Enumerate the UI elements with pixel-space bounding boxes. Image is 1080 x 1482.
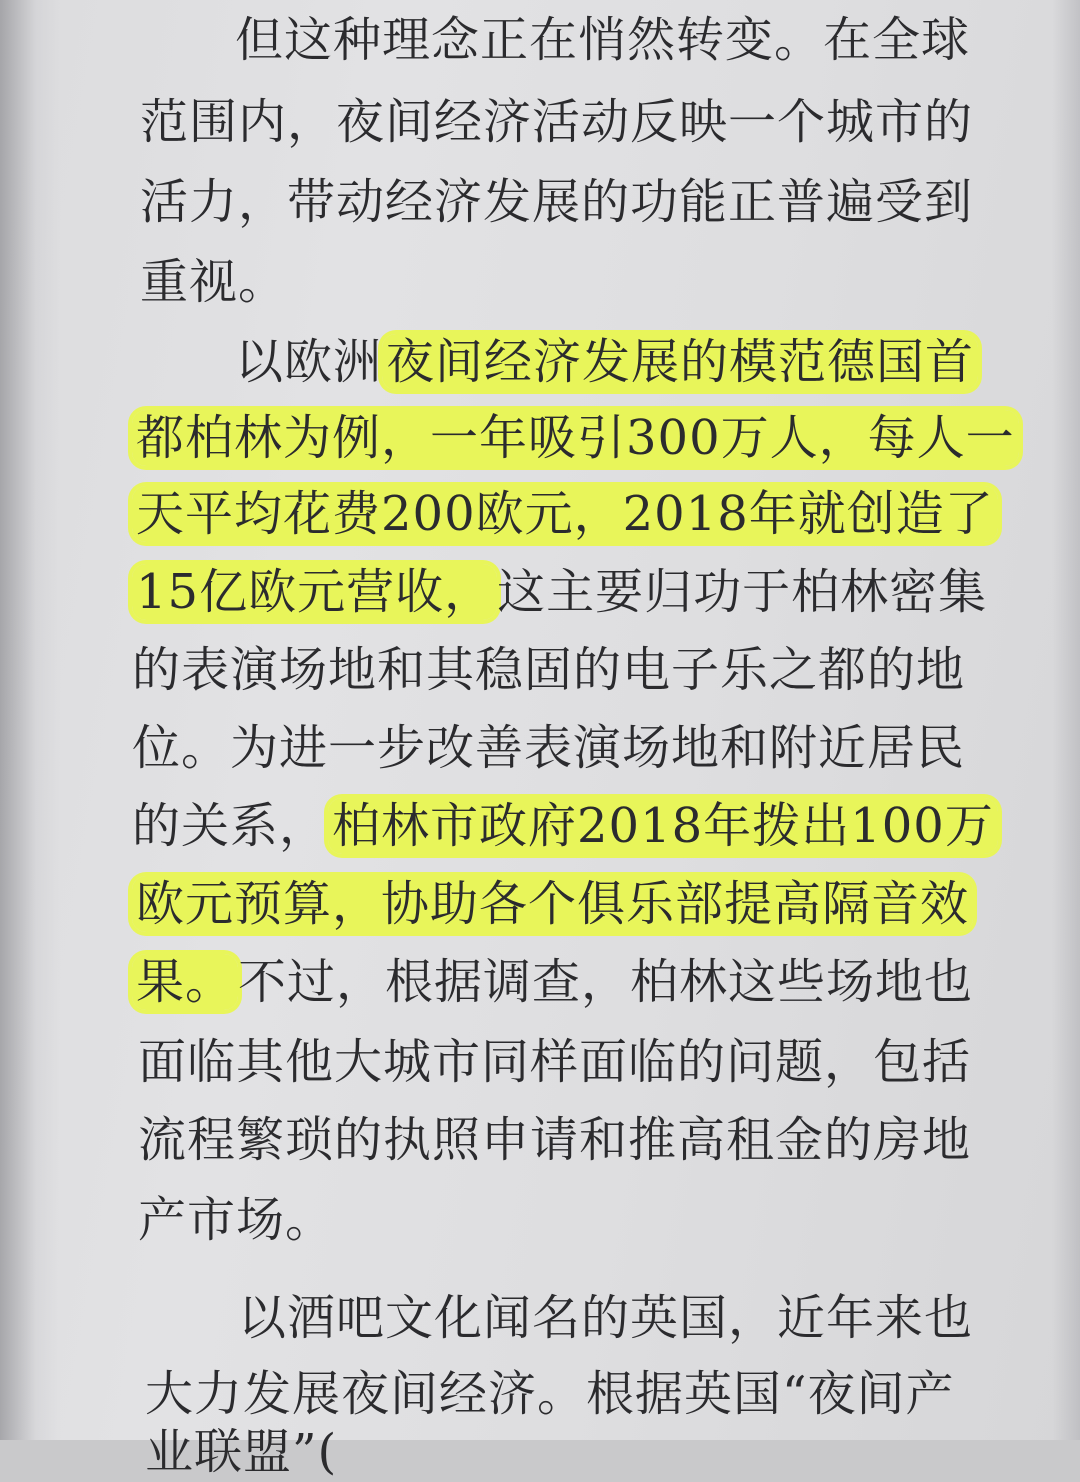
text-line bbox=[235, 332, 978, 392]
text-segment: 范围内，夜间经济活动反映一个城市的 bbox=[140, 94, 974, 150]
highlighted-text: 天平均花费200欧元，2018年就创造了 bbox=[132, 486, 998, 542]
text-segment: 的关系， bbox=[132, 798, 329, 854]
highlighted-text: 果。 bbox=[132, 954, 238, 1010]
highlighted-text: 夜间经济发展的模范德国首 bbox=[382, 334, 978, 390]
text-segment: 这主要归功于柏林密集 bbox=[497, 564, 988, 620]
text-line bbox=[132, 562, 987, 622]
text-line bbox=[132, 952, 973, 1012]
text-segment: 但这种理念正在悄然转变。在全球 bbox=[235, 12, 971, 68]
text-segment: 不过，根据调查，柏林这些场地也 bbox=[238, 954, 974, 1010]
highlighted-text: 都柏林为例，一年吸引300万人，每人一 bbox=[132, 410, 1019, 466]
text-segment: 以酒吧文化闻名的英国，近年来也 bbox=[238, 1290, 974, 1346]
text-segment: 活力，带动经济发展的功能正普遍受到 bbox=[140, 174, 974, 230]
text-line bbox=[238, 1288, 973, 1348]
text-line bbox=[145, 1364, 955, 1424]
text-line bbox=[138, 1110, 971, 1170]
highlighted-text: 15亿欧元营收， bbox=[132, 564, 497, 620]
text-segment: 大力发展夜间经济。根据英国“夜间产 bbox=[145, 1366, 955, 1422]
text-line bbox=[132, 796, 998, 856]
text-segment: 位。为进一步改善表演场地和附近居民 bbox=[132, 720, 966, 776]
text-line bbox=[138, 1032, 971, 1092]
text-line bbox=[140, 252, 287, 312]
text-segment: 业联盟”( bbox=[145, 1424, 338, 1480]
text-line bbox=[132, 408, 1019, 468]
text-line bbox=[132, 640, 965, 700]
text-segment: 重视。 bbox=[140, 254, 288, 310]
text-line bbox=[140, 172, 973, 232]
text-segment: 流程繁琐的执照申请和推高租金的房地 bbox=[138, 1112, 972, 1168]
spine-shadow bbox=[0, 0, 60, 1440]
text-line bbox=[145, 1422, 337, 1482]
text-line bbox=[132, 484, 998, 544]
page-edge bbox=[1052, 0, 1080, 1440]
highlighted-text: 欧元预算，协助各个俱乐部提高隔音效 bbox=[132, 876, 973, 932]
text-segment: 的表演场地和其稳固的电子乐之都的地 bbox=[132, 642, 966, 698]
text-segment: 产市场。 bbox=[138, 1192, 335, 1248]
text-segment: 面临其他大城市同样面临的问题，包括 bbox=[138, 1034, 972, 1090]
text-line bbox=[140, 92, 973, 152]
text-line bbox=[132, 874, 973, 934]
highlighted-text: 柏林市政府2018年拨出100万 bbox=[328, 798, 998, 854]
text-line bbox=[138, 1190, 334, 1250]
text-line bbox=[132, 718, 965, 778]
text-line bbox=[235, 10, 970, 70]
text-segment: 以欧洲 bbox=[235, 334, 383, 390]
